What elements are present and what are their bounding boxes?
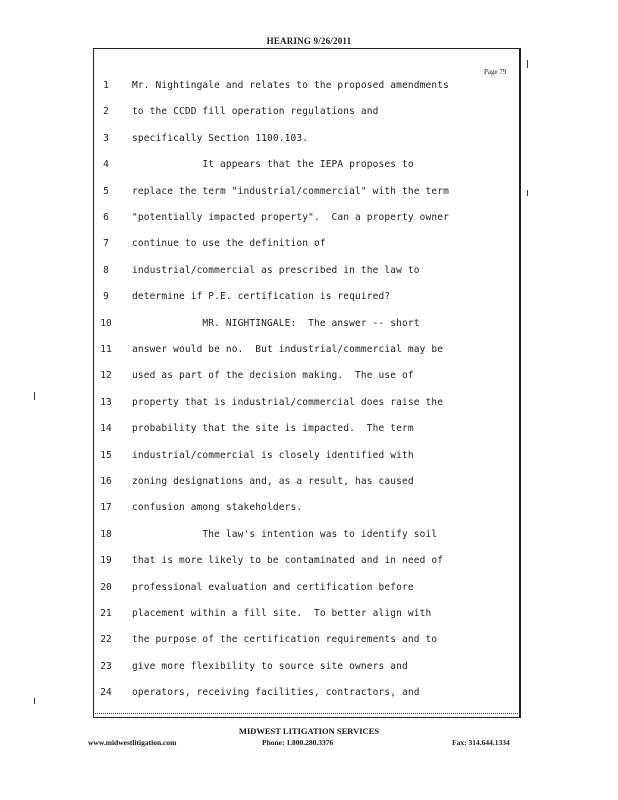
line-number: 17: [100, 502, 112, 513]
transcript-line-text: MR. NIGHTINGALE: The answer -- short: [132, 318, 420, 329]
transcript-line-text: probability that the site is impacted. The term: [132, 423, 414, 434]
line-number: 6: [103, 212, 109, 223]
scan-artifact: [527, 60, 528, 68]
line-number: 10: [100, 318, 112, 329]
line-number: 15: [100, 450, 112, 461]
line-number: 9: [103, 291, 109, 302]
footer-phone: Phone: 1.800.280.3376: [262, 738, 334, 747]
transcript-line-text: It appears that the IEPA proposes to: [132, 159, 414, 170]
line-number: 24: [100, 687, 112, 698]
line-number: 20: [100, 582, 112, 593]
line-number: 14: [100, 423, 112, 434]
transcript-line-text: continue to use the definition of: [132, 238, 326, 249]
line-number: 5: [103, 186, 109, 197]
line-number: 21: [100, 608, 112, 619]
transcript-line-text: The law's intention was to identify soil: [132, 529, 438, 540]
transcript-line-text: the purpose of the certification requirements and to: [132, 634, 438, 645]
line-number: 12: [100, 370, 112, 381]
transcript-line-text: operators, receiving facilities, contractors, and: [132, 687, 420, 698]
transcript-line-text: confusion among stakeholders.: [132, 502, 303, 513]
line-number: 19: [100, 555, 112, 566]
transcript-line-text: replace the term "industrial/commercial" with the term: [132, 186, 449, 197]
transcript-line-text: that is more likely to be contaminated and in need of: [132, 555, 444, 566]
scan-artifact: [34, 698, 35, 704]
transcript-line-text: answer would be no. But industrial/commercial may be: [132, 344, 444, 355]
scan-artifact: [527, 190, 528, 196]
transcript-line-text: zoning designations and, as a result, has caused: [132, 476, 414, 487]
line-number: 1: [103, 80, 109, 91]
line-number: 11: [100, 344, 112, 355]
transcript-line-text: industrial/commercial as prescribed in the law to: [132, 265, 420, 276]
footer-company-name: MIDWEST LITIGATION SERVICES: [238, 726, 380, 736]
line-number: 18: [100, 529, 112, 540]
document-header-title: HEARING 9/26/2011: [266, 36, 352, 46]
transcript-line-text: determine if P.E. certification is required?: [132, 291, 391, 302]
line-number: 7: [103, 238, 109, 249]
line-number: 4: [103, 159, 109, 170]
transcript-line-text: industrial/commercial is closely identified with: [132, 450, 414, 461]
transcript-line-text: used as part of the decision making. The use of: [132, 370, 414, 381]
line-number: 8: [103, 265, 109, 276]
scan-artifact: [34, 392, 35, 400]
page-number-label: Page 79: [484, 68, 507, 76]
line-number: 13: [100, 397, 112, 408]
line-number: 22: [100, 634, 112, 645]
footer-fax: Fax: 314.644.1334: [452, 738, 510, 747]
transcript-line-text: to the CCDD fill operation regulations and: [132, 106, 379, 117]
transcript-line-text: Mr. Nightingale and relates to the proposed amendments: [132, 80, 449, 91]
transcript-line-text: placement within a fill site. To better align with: [132, 608, 432, 619]
transcript-line-text: professional evaluation and certification before: [132, 582, 414, 593]
line-number: 23: [100, 661, 112, 672]
line-number: 2: [103, 106, 109, 117]
line-number: 16: [100, 476, 112, 487]
transcript-line-text: property that is industrial/commercial does raise the: [132, 397, 444, 408]
footer-website: www.midwestlitigation.com: [88, 738, 177, 747]
line-number: 3: [103, 133, 109, 144]
frame-bottom-rule: [93, 713, 520, 714]
transcript-line-text: give more flexibility to source site owners and: [132, 661, 408, 672]
transcript-line-text: "potentially impacted property". Can a property owner: [132, 212, 449, 223]
transcript-line-text: specifically Section 1100.103.: [132, 133, 309, 144]
